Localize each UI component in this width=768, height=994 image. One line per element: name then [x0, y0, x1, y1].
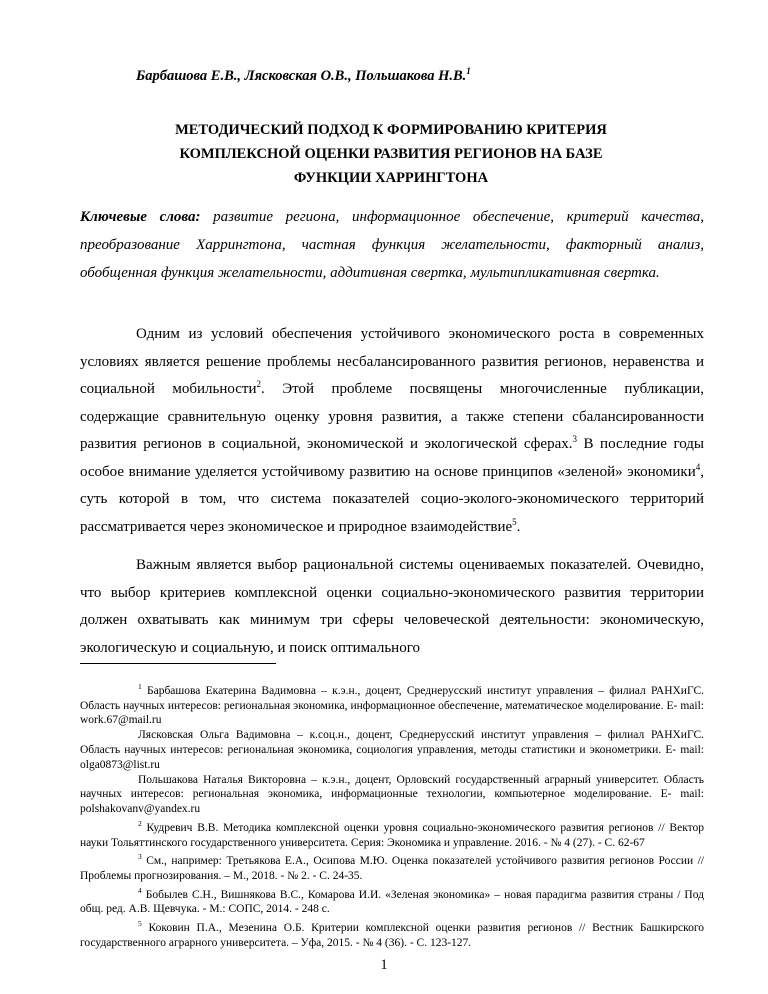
p1-sentence-4: , суть которой в том, что система показателей социо-эколого-экономического территорий рассматривается через экономическое и природное взаимодействие: [80, 463, 704, 535]
body-paragraph-1: [80, 321, 704, 541]
footnote-number: 2: [138, 819, 142, 828]
footnote-separator: [80, 663, 276, 664]
title-line-2: КОМПЛЕКСНОЙ ОЦЕНКИ РАЗВИТИЯ РЕГИОНОВ НА БАЗЕ: [179, 146, 603, 162]
footnote: [80, 773, 704, 817]
p1-sentence-3: В последние годы особое внимание уделяется устойчивому развитию на основе принципов «зеленой» экономики: [80, 436, 705, 480]
keywords-label: Ключевые слова:: [80, 209, 201, 225]
footnote-text: Кудревич В.В. Методика комплексной оценки уровня социально-экономического развития регионов // Вектор науки Тольяттинского государственного университета. Серия: Экономика и управление. 2016. - № 4 (27). - С. 62-67: [80, 821, 705, 849]
body-paragraph-2: Важным является выбор рациональной системы оцениваемых показателей. Очевидно, что выбор критериев комплексной оценки социально-экономического развития территории должен охватывать как минимум три сферы человеческой деятельности: экономическую, экологическую и социальную, и поиск оптимального: [80, 557, 704, 656]
authors-line: [136, 66, 471, 85]
p1-sentence-5: .: [516, 518, 521, 535]
footnote-ref-4: 4: [695, 461, 701, 472]
footnote-text: Коковин П.А., Мезенина О.Б. Критерии комплексной оценки развития регионов // Вестник Башкирского государственного аграрного университета. – Уфа, 2015. - № 4 (36). - С. 123-127.: [80, 922, 704, 949]
footnote-text: Барбашова Екатерина Вадимовна – к.э.н., доцент, Среднерусский институт управления – филиал РАНХиГС. Область научных интересов: региональная экономика, информационное обеспечение, математическое моделирование. E- mail: work.67@mail.ru: [80, 684, 705, 727]
footnote-ref-2: 2: [256, 379, 261, 389]
authors-names: Барбашова Е.В., Лясковская О.В., Польшакова Н.В.: [136, 67, 467, 84]
p1-sentence-1: Одним из условий обеспечения устойчивого экономического роста в современных условиях является решение проблемы несбалансированного развития регионов, неравенства и социальной мобильности: [80, 326, 704, 397]
keywords-text: развитие региона, информационное обеспечение, критерий качества, преобразование Харрингтона, частная функция желательности, факторный анализ, обобщенная функция желательности, аддитивная свертка, мультипликативная свертка.: [80, 209, 705, 281]
p1-sentence-2: . Этой проблеме посвящены многочисленные публикации, содержащие сравнительную оценку уровня развития, а также степени сбалансированности развития регионов в социальной, экономической и экологической сферах.: [80, 381, 704, 452]
footnote: [80, 884, 704, 917]
footnote-number: 4: [138, 885, 142, 895]
footnote-ref-3: 3: [572, 434, 577, 444]
footnote: [80, 728, 704, 772]
footnote-number: 1: [138, 682, 142, 691]
footnote: [80, 680, 704, 728]
title-line-1: МЕТОДИЧЕСКИЙ ПОДХОД К ФОРМИРОВАНИЮ КРИТЕРИЯ: [175, 122, 607, 138]
footnote-number: 3: [138, 852, 142, 862]
footnote: [80, 817, 704, 850]
footnote: [80, 850, 704, 883]
authors-footnote-mark: 1: [466, 66, 471, 76]
footnote-text: См., например: Третьякова Е.А., Осипова М.Ю. Оценка показателей устойчивого развития регионов России // Проблемы прогнозирования. – М., 2018. - № 2. - С. 24-35.: [80, 855, 704, 883]
footnote-ref-5: 5: [512, 516, 517, 527]
footnote-text: Лясковская Ольга Вадимовна – к.соц.н., доцент, Среднерусский институт управления – филиал РАНХиГС. Область научных интересов: региональная экономика, социология управления, методы статистики и эконометрики. E- mail: olga0873@list.ru: [80, 729, 704, 771]
page-number: 1: [380, 957, 388, 973]
keywords-block: [80, 203, 704, 287]
footnote-number: 5: [138, 919, 142, 929]
footnote-text: Польшакова Наталья Викторовна – к.э.н., доцент, Орловский государственный аграрный университет. Область научных интересов: региональная экономика, информационные технологии, компьютерное моделирование. E- mail: polshakovanv@yandex.ru: [80, 773, 704, 816]
footnote: [80, 917, 704, 950]
article-title: [108, 118, 674, 190]
footnotes-block: [80, 680, 704, 951]
title-line-3: ФУНКЦИИ ХАРРИНГТОНА: [293, 170, 489, 186]
footnote-text: Бобылев С.Н., Вишнякова В.С., Комарова И.И. «Зеленая экономика» – новая парадигма развития страны / Под общ. ред. А.В. Щевчука. - М.: СОПС, 2014. - 248 с.: [80, 888, 704, 916]
